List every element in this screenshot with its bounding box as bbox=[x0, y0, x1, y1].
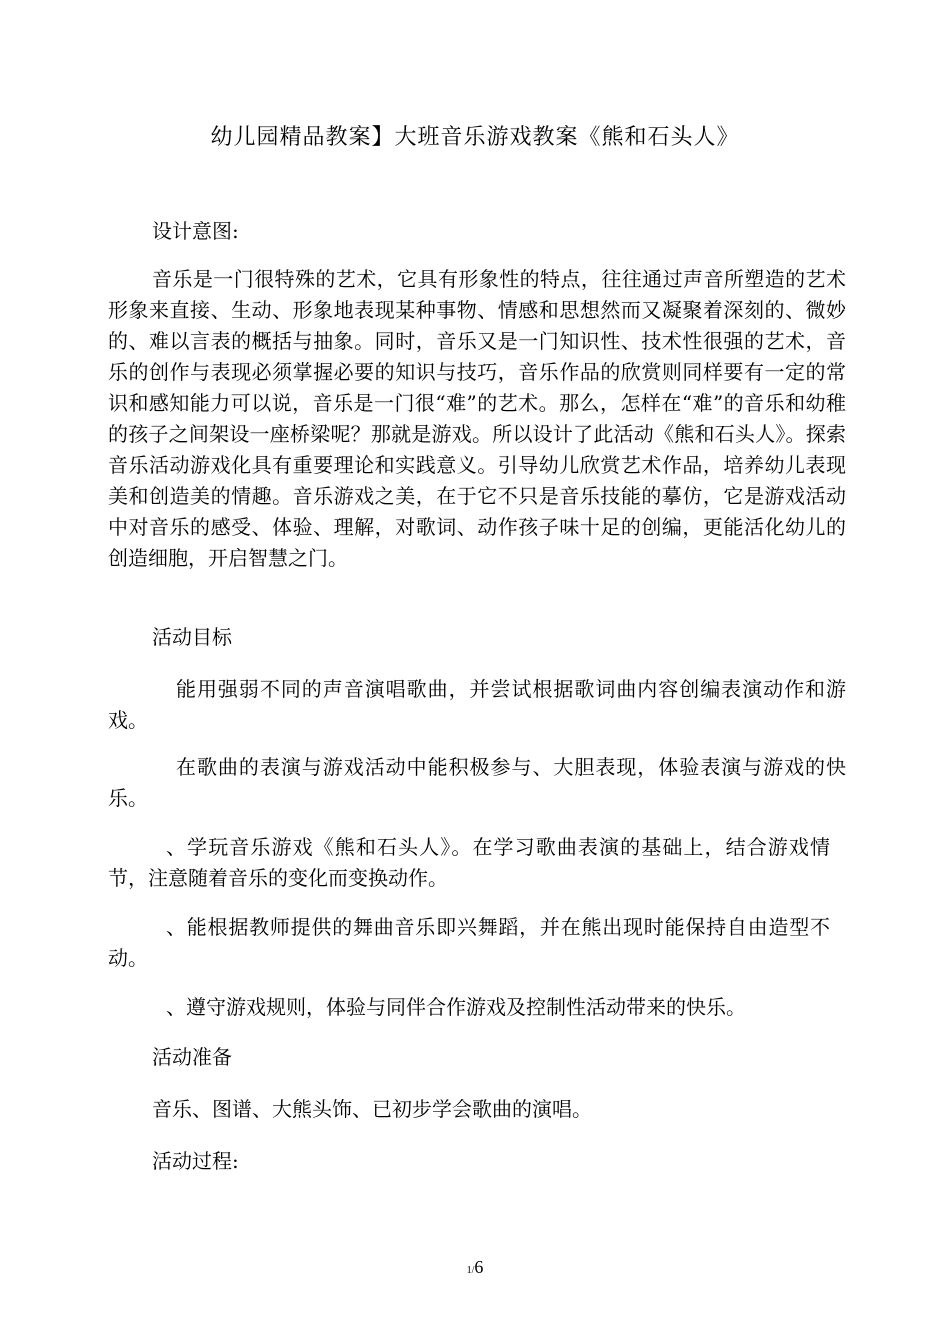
goal-item-2: 在歌曲的表演与游戏活动中能积极参与、大胆表现，体验表演与游戏的快乐。 bbox=[108, 755, 846, 810]
design-paragraph: 音乐是一门很特殊的艺术，它具有形象性的特点，往往通过声音所塑造的艺术形象来直接、生动、形象地表现某种事物、情感和思想然而又凝聚着深刻的、微妙的、难以言表的概括与抽象。同时，音乐又是一门知识性、技术性很强的艺术，音乐的创作与表现必须掌握必要的知识与技巧，音乐作品的欣赏则同样要有一定的常识和感知能力可以说，音乐是一门很“难”的艺术。那么，怎样在“难”的音乐和幼稚的孩子之间架设一座桥梁呢？那就是游戏。所以设计了此活动《熊和石头人》。探索音乐活动游戏化具有重要理论和实践意义。引导幼儿欣赏艺术作品，培养幼儿表现美和创造美的情趣。音乐游戏之美，在于它不只是音乐技能的摹仿，它是游戏活动中对音乐的感受、体验、理解，对歌词、动作孩子味十足的创编，更能活化幼儿的创造细胞，开启智慧之门。 bbox=[108, 267, 846, 570]
goal-item-1: 能用强弱不同的声音演唱歌曲，并尝试根据歌词曲内容创编表演动作和游戏。 bbox=[108, 677, 846, 732]
goals-heading: 活动目标 bbox=[152, 625, 232, 649]
process-heading: 活动过程: bbox=[152, 1149, 239, 1173]
goal-item-3: 、学玩音乐游戏《熊和石头人》。在学习歌曲表演的基础上，结合游戏情节，注意随着音乐的变化而变换动作。 bbox=[108, 835, 830, 890]
page-number bbox=[0, 1257, 950, 1278]
page-number-total: 6 bbox=[474, 1257, 484, 1277]
prep-paragraph: 音乐、图谱、大熊头饰、已初步学会歌曲的演唱。 bbox=[152, 1097, 592, 1121]
prep-heading: 活动准备 bbox=[152, 1045, 232, 1069]
goal-item-4: 、能根据教师提供的舞曲音乐即兴舞蹈，并在熊出现时能保持自由造型不动。 bbox=[108, 915, 830, 970]
page-number-current: 1/ bbox=[466, 1265, 475, 1276]
document-title: 幼儿园精品教案】大班音乐游戏教案《熊和石头人》 bbox=[210, 125, 740, 150]
goal-item-5: 、遵守游戏规则，体验与同伴合作游戏及控制性活动带来的快乐。 bbox=[166, 995, 746, 1019]
design-heading: 设计意图: bbox=[152, 219, 239, 243]
